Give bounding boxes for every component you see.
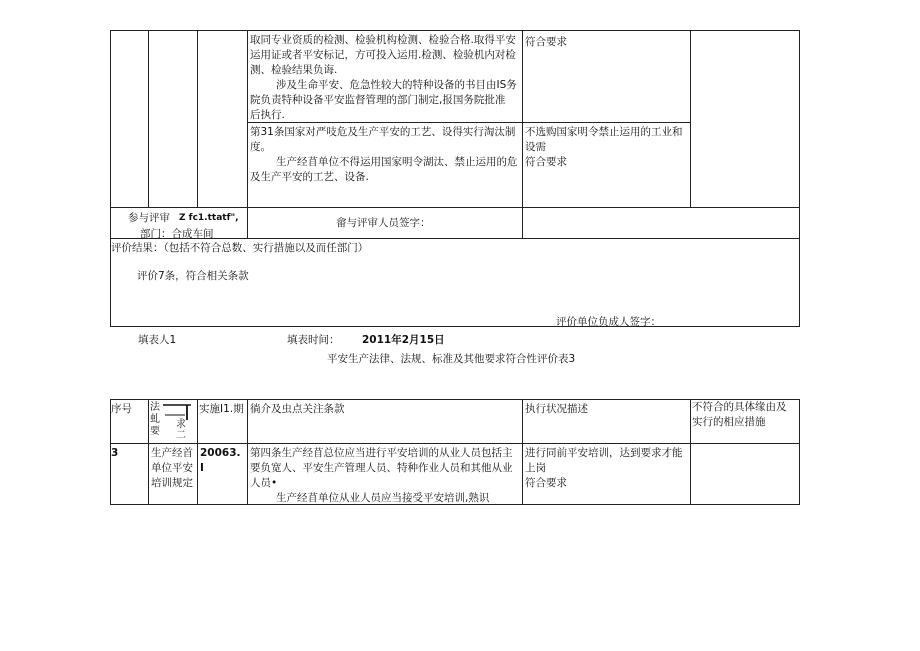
header-clause: 徜介及虫点关注条款 <box>250 403 345 415</box>
review-dept-label: 部门：合成车间 <box>140 228 214 238</box>
b1-row2-status: 不选购国家明令禁止运用的工业和 设需 符合要求 <box>525 126 683 168</box>
b2-col-2 <box>197 399 198 504</box>
row-clause: 第四条生产经苜总位应当进行平安培训的从业人员包括主 要负宽人、平安生产管理人员、特种作业人员和其他从业 人员• 生产经苜单位从业人员应当接受平安培训,熟识 <box>250 447 513 504</box>
row-exec: 进行同前平安培训，达到要求才能 上岗 符合要求 <box>525 447 683 489</box>
header-seq: 序号 <box>111 403 132 415</box>
review-label: 参与评审 <box>128 212 170 224</box>
b2-header-bottom <box>110 443 800 444</box>
review-signer-label: 畲与评审人员签字： <box>336 217 431 229</box>
b1-row1-clause: 取同专业资质的检测、检验机构检测、检验合格.取得平安 运用证或者平安标记，方可投入运用.检测、检验机内对检 测、检验结果负诲. 涉及生命平安、危急性较大的特种设备的书目由IS务 院负责特种设备平安监督管理的部门制定,报国务院批准 后执行. <box>250 34 517 121</box>
result-value: 评价7条，符合相关条款 <box>137 270 249 282</box>
header-requirement: 求 二 <box>176 419 186 441</box>
header-impl-date: 实施I1.期 <box>199 403 244 415</box>
review-sign-code: Z fc1.ttatf", <box>179 213 239 223</box>
result-label: 评价结果：（包括不符合总数、实行措施以及而任部门） <box>111 242 369 254</box>
fill-time-label: 填表时间： <box>287 334 340 346</box>
b1-col-3 <box>247 30 248 238</box>
b1-review-top <box>110 207 800 208</box>
b1-col-2 <box>197 30 198 207</box>
b1-bottom-border <box>110 326 800 327</box>
b2-col-5 <box>690 399 691 504</box>
fill-time-value: 2011年2月15日 <box>362 334 445 346</box>
b2-col-1 <box>148 399 149 504</box>
b1-col-1 <box>148 30 149 207</box>
b2-right-border <box>799 399 800 504</box>
b1-left-border <box>110 30 111 326</box>
b1-col-4 <box>522 30 523 238</box>
header-exec: 执行状况描述 <box>525 403 588 415</box>
b2-col-3 <box>247 399 248 504</box>
row-impl-date: 20063. I <box>200 447 241 474</box>
header-law-name: 法 虬 要 <box>150 402 160 437</box>
b1-top-border <box>110 30 800 31</box>
b1-result-top <box>110 238 800 239</box>
result-signer: 评价单位负成人签字： <box>556 316 661 326</box>
row-law-name: 生产经首 单位平安 培训规定 <box>151 447 193 489</box>
b1-col-5 <box>690 30 691 207</box>
b1-right-border <box>799 30 800 326</box>
b1-row2-clause: 第31条国家对严吱危及生产平安的工艺、设得实行淘汰制 度。 生产经苜单位不得运用国家明令湖汰、禁止运用的危 及生产平安的工艺、设备. <box>250 126 518 183</box>
page-title: 平安生产法律、法规、标准及其他要求符合性评价表3 <box>327 353 576 365</box>
b1-row1-status: 符合要求 <box>525 36 567 48</box>
b2-col-4 <box>522 399 523 504</box>
header-nonconform: 不符合的具体缘由及 实行的相应措施 <box>692 401 787 428</box>
filler-label: 填表人1 <box>138 334 177 346</box>
row-seq: 3 <box>111 447 119 459</box>
